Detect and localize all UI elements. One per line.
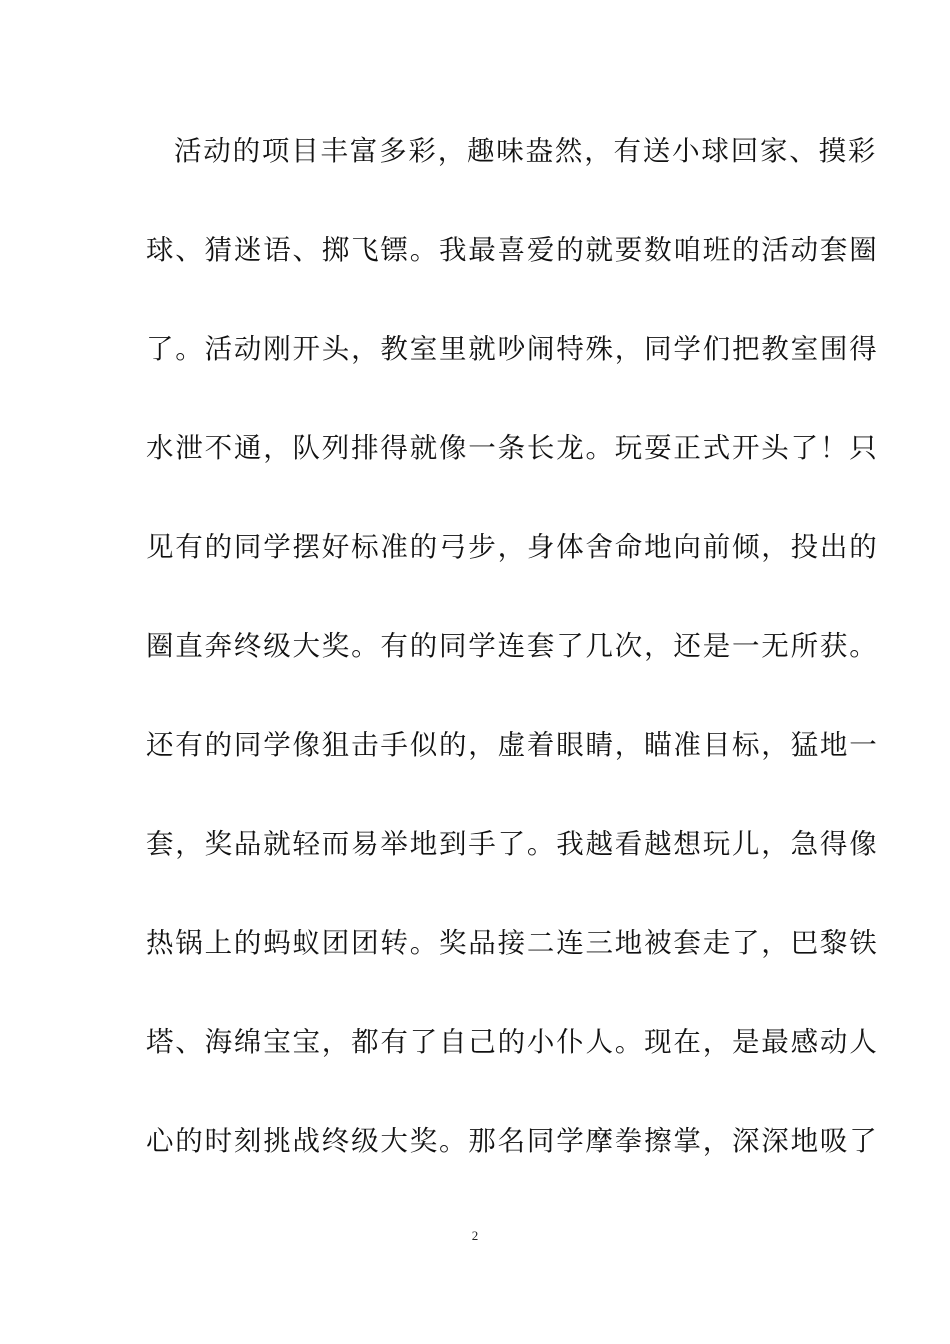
page-number: 2 [471,1228,479,1243]
body-paragraph [146,126,879,1215]
text-line-5: 见有的同学摆好标准的弓步，身体舍命地向前倾，投出的 [146,531,879,563]
text-line-9: 热锅上的蚂蚁团团转。奖品接二连三地被套走了，巴黎铁 [146,927,879,959]
text-line-7: 还有的同学像狙击手似的，虚着眼睛，瞄准目标，猛地一 [146,729,879,761]
text-line-2: 球、猜迷语、掷飞镖。我最喜爱的就要数咱班的活动套圈 [146,234,879,266]
text-line-8: 套，奖品就轻而易举地到手了。我越看越想玩儿，急得像 [146,828,879,860]
text-line-4: 水泄不通，队列排得就像一条长龙。玩耍正式开头了！只 [146,432,879,464]
text-line-10: 塔、海绵宝宝，都有了自己的小仆人。现在，是最感动人 [146,1026,879,1058]
text-line-11: 心的时刻挑战终级大奖。那名同学摩拳擦掌，深深地吸了 [146,1125,879,1157]
text-line-6: 圈直奔终级大奖。有的同学连套了几次，还是一无所获。 [146,630,879,662]
text-line-3: 了。活动刚开头，教室里就吵闹特殊，同学们把教室围得 [146,333,879,365]
text-line-1: 活动的项目丰富多彩，趣味盎然，有送小球回家、摸彩 [174,135,878,167]
